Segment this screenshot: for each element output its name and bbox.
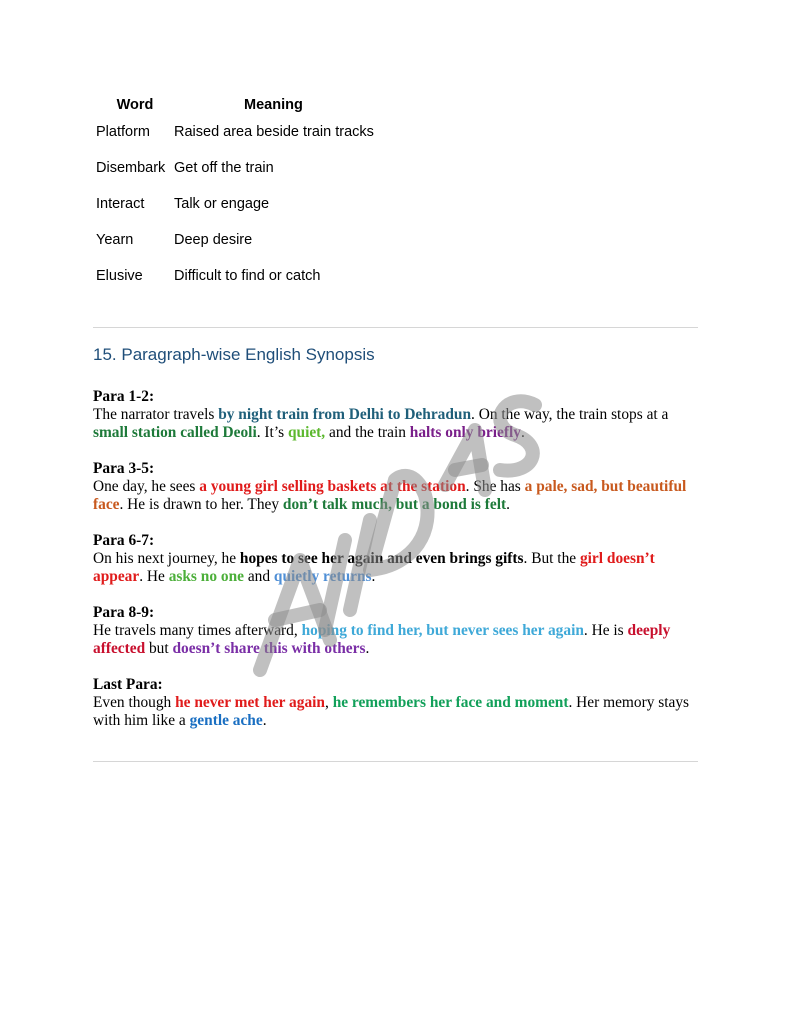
text-fragment: . <box>365 640 370 657</box>
vocabulary-table <box>94 96 378 294</box>
text-fragment: On his next journey, he <box>93 550 240 567</box>
text-fragment: . <box>520 424 525 441</box>
paragraph-text <box>93 478 699 514</box>
highlighted-phrase: don’t talk much, but a bond is felt <box>282 496 507 513</box>
text-fragment: Even though <box>93 694 176 711</box>
text-fragment: but <box>145 640 173 657</box>
highlighted-phrase: girl doesn’t appear <box>93 550 655 585</box>
highlighted-phrase: a pale, sad, but beautiful face <box>93 478 687 513</box>
highlighted-phrase: asks no one <box>168 568 244 585</box>
vocabulary-word: Yearn <box>96 232 134 248</box>
vocabulary-meaning: Deep desire <box>174 232 253 248</box>
highlighted-phrase: halts only briefly <box>409 424 521 441</box>
synopsis-paragraph <box>93 604 699 658</box>
vocabulary-word: Interact <box>96 196 145 212</box>
highlighted-phrase: gentle ache <box>189 712 263 729</box>
vocabulary-header-row <box>94 96 378 114</box>
text-fragment: and the train <box>325 424 410 441</box>
text-fragment: . <box>262 712 267 729</box>
synopsis-paragraph <box>93 460 699 514</box>
highlighted-phrase: he remembers her face and moment <box>332 694 569 711</box>
text-fragment: The narrator travels <box>93 406 219 423</box>
vocabulary-word: Platform <box>96 124 150 140</box>
text-fragment: He travels many times afterward, <box>93 622 302 639</box>
vocabulary-meaning: Get off the train <box>174 160 274 176</box>
divider-bottom <box>93 761 698 762</box>
highlighted-phrase: he never met her again <box>175 694 325 711</box>
highlighted-phrase: deeply affected <box>93 622 671 657</box>
text-fragment: One day, he sees <box>93 478 200 495</box>
highlighted-phrase: hoping to find her, but never sees her again <box>301 622 584 639</box>
text-fragment: . She has <box>465 478 525 495</box>
paragraph-title: Last Para: <box>93 676 163 693</box>
highlighted-phrase: quiet, <box>287 424 326 441</box>
synopsis-body <box>93 388 699 748</box>
vocabulary-row <box>94 150 378 186</box>
vocabulary-row <box>94 222 378 258</box>
highlighted-phrase: quietly returns <box>273 568 372 585</box>
paragraph-text <box>93 406 699 442</box>
word-column-header: Word <box>116 97 154 113</box>
text-fragment: . He <box>139 568 169 585</box>
text-fragment: , <box>324 694 333 711</box>
text-fragment: . <box>371 568 376 585</box>
text-fragment: . He is <box>583 622 628 639</box>
vocabulary-row <box>94 186 378 222</box>
text-fragment: and <box>243 568 274 585</box>
vocabulary-word: Elusive <box>96 268 143 284</box>
synopsis-paragraph <box>93 676 699 730</box>
divider-top <box>93 327 698 328</box>
text-fragment: . Her memory stays with him like a <box>93 694 690 729</box>
paragraph-text <box>93 622 699 658</box>
vocabulary-row <box>94 114 378 150</box>
vocabulary-meaning: Difficult to find or catch <box>174 268 321 284</box>
vocabulary-row <box>94 258 378 294</box>
paragraph-title: Para 3-5: <box>93 460 155 477</box>
paragraph-text <box>93 550 699 586</box>
paragraph-title: Para 8-9: <box>93 604 155 621</box>
synopsis-paragraph <box>93 388 699 442</box>
highlighted-phrase: by night train from Delhi to Dehradun <box>218 406 472 423</box>
paragraph-title: Para 1-2: <box>93 388 155 405</box>
vocabulary-word: Disembark <box>96 160 166 176</box>
text-fragment: . But the <box>523 550 580 567</box>
paragraph-text <box>93 694 699 730</box>
synopsis-paragraph <box>93 532 699 586</box>
text-fragment: . On the way, the train stops at a <box>471 406 669 423</box>
vocabulary-meaning: Talk or engage <box>174 196 270 212</box>
text-fragment: . He is drawn to her. They <box>119 496 283 513</box>
vocabulary-meaning: Raised area beside train tracks <box>174 124 374 140</box>
text-fragment: . <box>506 496 510 513</box>
text-fragment: . It’s <box>256 424 288 441</box>
highlighted-phrase: a young girl selling baskets at the station <box>199 478 466 495</box>
paragraph-title: Para 6-7: <box>93 532 155 549</box>
highlighted-phrase: doesn’t share this with others <box>172 640 366 657</box>
meaning-column-header: Meaning <box>244 97 303 113</box>
section-heading: 15. Paragraph-wise English Synopsis <box>93 345 375 364</box>
highlighted-phrase: small station called Deoli <box>93 424 257 441</box>
highlighted-phrase: hopes to see her again and even brings gifts <box>239 550 524 567</box>
